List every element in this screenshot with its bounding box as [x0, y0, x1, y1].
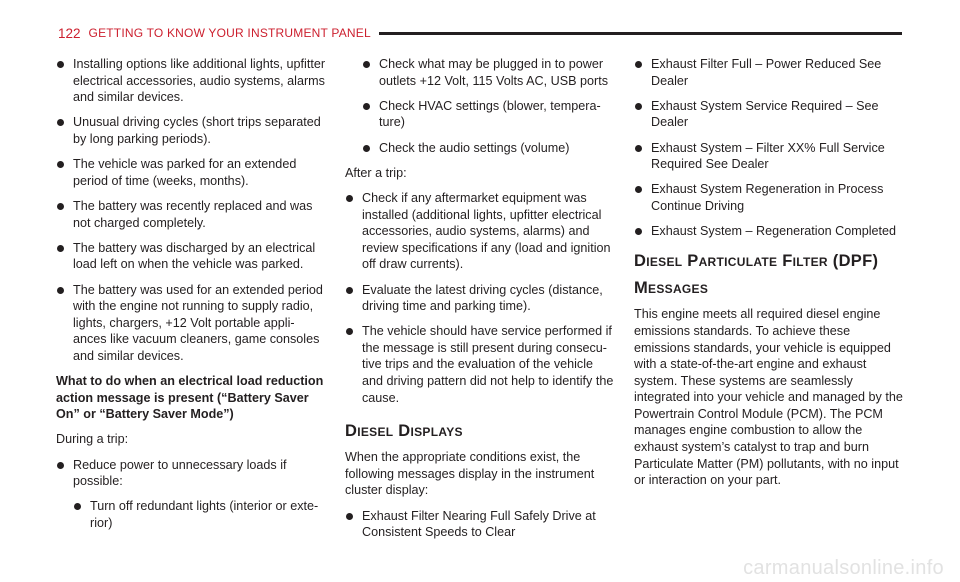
list-item: Exhaust Filter Nearing Full Safely Drive at Consistent Speeds to Clear [345, 508, 615, 541]
after-trip-label: After a trip: [345, 165, 407, 180]
list-item: Reduce power to unnecessary loads if possible: [56, 457, 326, 490]
list-item: The battery was used for an extended period with the engine not running to supply radio, lights, chargers, +12 Volt portable appli-ances like vacuum cleaners, game consoles and similar devices. [56, 282, 326, 365]
bullet-icon [363, 103, 370, 110]
running-title: GETTING TO KNOW YOUR INSTRUMENT PANEL [88, 26, 371, 40]
bullet-icon [635, 103, 642, 110]
page-number: 122 [58, 25, 81, 41]
list-item: Evaluate the latest driving cycles (distance, driving time and parking time). [345, 282, 615, 315]
list-item: Exhaust System – Regeneration Completed [634, 223, 904, 240]
bullet-icon [363, 145, 370, 152]
bullet-icon [57, 61, 64, 68]
battery-saver-heading: What to do when an electrical load reduction action message is present (“Battery Saver On” or “Battery Saver Mode”) [56, 374, 324, 422]
list-item: Exhaust System – Filter XX% Full Service Required See Dealer [634, 140, 904, 173]
bullet-icon [346, 195, 353, 202]
bullet-icon [346, 328, 353, 335]
list-item: The battery was discharged by an electrical load left on when the vehicle was parked. [56, 240, 326, 273]
bullet-icon [57, 245, 64, 252]
list-item: The vehicle should have service performed if the message is still present during consecu-tive trips and the evaluation of the vehicle and driving pattern did not help to identify the cause. [345, 323, 615, 406]
column-1 [56, 56, 326, 540]
list-item: Check HVAC settings (blower, tempera-ture) [362, 98, 615, 131]
bullet-icon [57, 161, 64, 168]
bullet-icon [57, 462, 64, 469]
column-3 [634, 56, 904, 497]
list-item: Turn off redundant lights (interior or exte-rior) [73, 498, 326, 531]
dpf-paragraph: This engine meets all required diesel engine emissions standards. To achieve these emissions standards, your vehicle is equipped with a state-of-the-art engine and exhaust system. These systems are seamlessly integrated into your vehicle and managed by the Powertrain Control Module (PCM). The PCM manages engine combustion to allow the exhaust system’s catalyst to trap and burn Particulate Matter (PM) pollutants, with no input or interaction on your part. [634, 307, 903, 488]
page-header [58, 22, 902, 44]
list-item: Check the audio settings (volume) [362, 140, 615, 157]
section-heading-line: Messages [634, 279, 709, 298]
list-item: The vehicle was parked for an extended period of time (weeks, months). [56, 156, 326, 189]
bullet-icon [57, 203, 64, 210]
bullet-icon [57, 119, 64, 126]
list-item: The battery was recently replaced and was not charged completely. [56, 198, 326, 231]
bullet-icon [346, 513, 353, 520]
section-heading-diesel-displays: Diesel Displays [345, 422, 463, 441]
list-item: Unusual driving cycles (short trips separated by long parking periods). [56, 114, 326, 147]
header-rule [379, 32, 902, 35]
bullet-icon [635, 186, 642, 193]
list-item: Exhaust System Regeneration in Process Continue Driving [634, 181, 904, 214]
bullet-icon [346, 287, 353, 294]
section-heading-dpf-messages [634, 248, 904, 302]
list-item: Check if any aftermarket equipment was installed (additional lights, upfitter electrical accessories, audio systems, alarms) and review specifications if any (load and ignition off draw currents). [345, 190, 615, 273]
column-2 [345, 56, 615, 549]
list-item: Installing options like additional lights, upfitter electrical accessories, audio systems, alarms and similar devices. [56, 56, 326, 106]
bullet-icon [635, 61, 642, 68]
list-item: Exhaust System Service Required – See Dealer [634, 98, 904, 131]
list-item: Exhaust Filter Full – Power Reduced See Dealer [634, 56, 904, 89]
bullet-icon [74, 503, 81, 510]
section-heading-line: Diesel Particulate Filter (DPF) [634, 252, 879, 271]
list-item: Check what may be plugged in to power outlets +12 Volt, 115 Volts AC, USB ports [362, 56, 615, 89]
bullet-icon [635, 228, 642, 235]
during-trip-label: During a trip: [56, 432, 129, 447]
bullet-icon [635, 145, 642, 152]
bullet-icon [57, 287, 64, 294]
diesel-displays-intro: When the appropriate conditions exist, the following messages display in the instrument cluster display: [345, 450, 595, 498]
watermark: carmanualsonline.info [743, 557, 944, 579]
bullet-icon [363, 61, 370, 68]
